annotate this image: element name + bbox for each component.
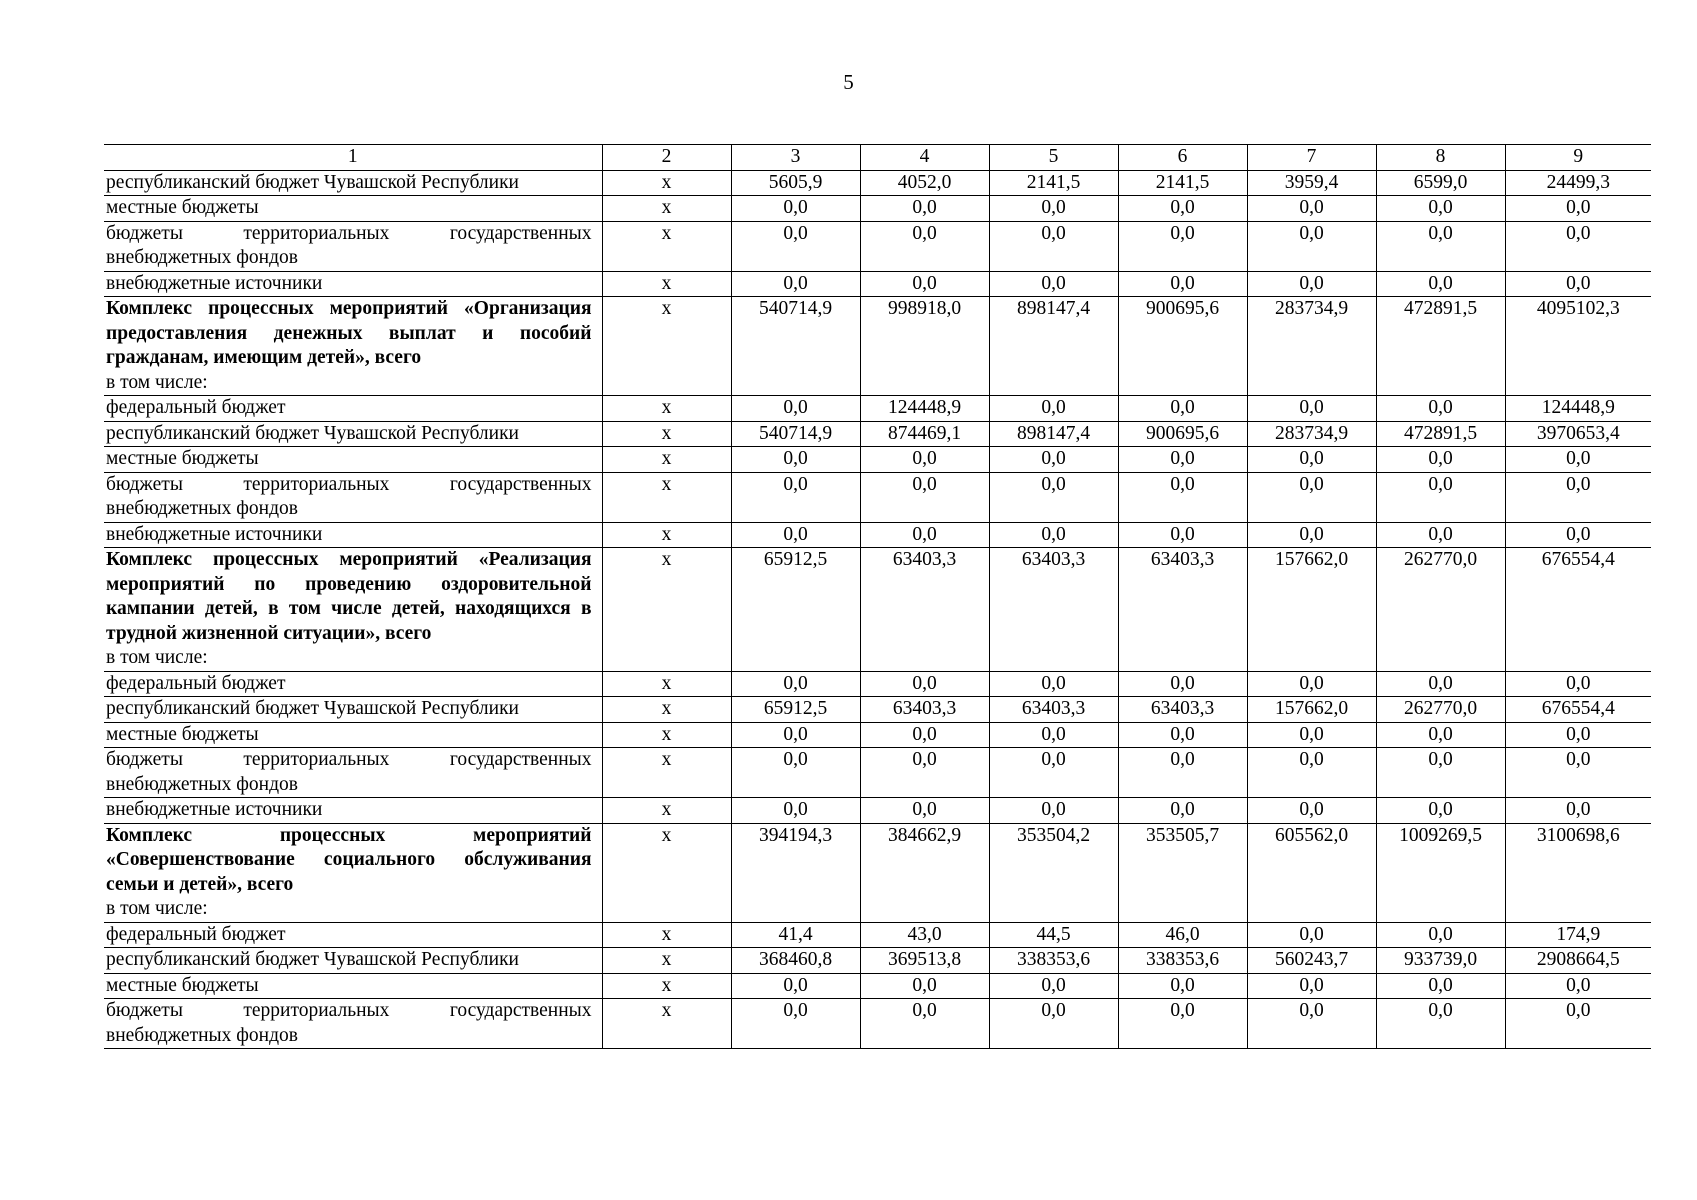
row-code-cell: х	[602, 221, 731, 271]
value-cell: 0,0	[1376, 396, 1505, 422]
value-cell: 63403,3	[989, 697, 1118, 723]
value-cell: 0,0	[1505, 196, 1651, 222]
value-cell: 0,0	[1505, 271, 1651, 297]
row-code-cell: х	[602, 948, 731, 974]
column-header: 5	[989, 145, 1118, 171]
value-cell: 4095102,3	[1505, 297, 1651, 396]
value-cell: 0,0	[989, 671, 1118, 697]
row-code-cell: х	[602, 297, 731, 396]
value-cell: 0,0	[989, 748, 1118, 798]
value-cell: 0,0	[731, 396, 860, 422]
table-body	[104, 145, 1651, 1049]
value-cell: 3959,4	[1247, 170, 1376, 196]
value-cell: 0,0	[1505, 722, 1651, 748]
row-note: в том числе:	[106, 647, 208, 668]
value-cell: 900695,6	[1118, 297, 1247, 396]
value-cell: 0,0	[1247, 396, 1376, 422]
value-cell: 338353,6	[1118, 948, 1247, 974]
value-cell: 283734,9	[1247, 297, 1376, 396]
table-row-section-total	[104, 823, 1651, 922]
value-cell: 2141,5	[1118, 170, 1247, 196]
table-row	[104, 922, 1651, 948]
value-cell: 0,0	[731, 447, 860, 473]
value-cell: 0,0	[989, 196, 1118, 222]
value-cell: 0,0	[1118, 798, 1247, 824]
row-label: Комплекс процессных мероприятий «Организация предоставления денежных выплат и пособий гражданам, имеющим детей», всего	[106, 298, 592, 368]
value-cell: 0,0	[731, 722, 860, 748]
value-cell: 0,0	[989, 798, 1118, 824]
value-cell: 0,0	[1118, 522, 1247, 548]
row-label: местные бюджеты	[106, 448, 259, 469]
value-cell: 0,0	[1376, 447, 1505, 473]
row-label-cell	[104, 697, 602, 723]
value-cell: 0,0	[1505, 973, 1651, 999]
row-code-cell: х	[602, 522, 731, 548]
value-cell: 0,0	[989, 999, 1118, 1049]
value-cell: 283734,9	[1247, 421, 1376, 447]
row-label: внебюджетные источники	[106, 523, 323, 545]
value-cell: 0,0	[1247, 798, 1376, 824]
value-cell: 0,0	[1505, 798, 1651, 824]
table-row	[104, 447, 1651, 473]
value-cell: 0,0	[1247, 922, 1376, 948]
value-cell: 0,0	[731, 221, 860, 271]
row-code-cell: х	[602, 798, 731, 824]
page-number: 5	[843, 70, 854, 94]
column-header: 2	[602, 145, 731, 171]
value-cell: 0,0	[860, 196, 989, 222]
column-header: 9	[1505, 145, 1651, 171]
value-cell: 262770,0	[1376, 548, 1505, 672]
row-label-cell	[104, 948, 602, 974]
value-cell: 0,0	[731, 748, 860, 798]
table-row	[104, 522, 1651, 548]
table-row-section-total	[104, 548, 1651, 672]
value-cell: 384662,9	[860, 823, 989, 922]
value-cell: 1009269,5	[1376, 823, 1505, 922]
value-cell: 998918,0	[860, 297, 989, 396]
value-cell: 540714,9	[731, 421, 860, 447]
value-cell: 0,0	[989, 447, 1118, 473]
value-cell: 540714,9	[731, 297, 860, 396]
value-cell: 0,0	[989, 271, 1118, 297]
value-cell: 3970653,4	[1505, 421, 1651, 447]
value-cell: 0,0	[1376, 999, 1505, 1049]
column-header: 3	[731, 145, 860, 171]
column-header: 1	[104, 145, 602, 171]
row-label-cell	[104, 722, 602, 748]
value-cell: 0,0	[989, 221, 1118, 271]
value-cell: 0,0	[731, 522, 860, 548]
value-cell: 0,0	[860, 999, 989, 1049]
value-cell: 0,0	[1118, 271, 1247, 297]
row-label: бюджеты территориальных государственных внебюджетных фондов	[106, 1000, 592, 1046]
row-label-cell	[104, 396, 602, 422]
value-cell: 0,0	[860, 973, 989, 999]
table-row	[104, 396, 1651, 422]
value-cell: 0,0	[860, 671, 989, 697]
row-label: республиканский бюджет Чувашской Республики	[106, 698, 519, 719]
row-label: федеральный бюджет	[106, 923, 286, 945]
value-cell: 369513,8	[860, 948, 989, 974]
table-row	[104, 697, 1651, 723]
value-cell: 900695,6	[1118, 421, 1247, 447]
value-cell: 0,0	[1118, 671, 1247, 697]
value-cell: 0,0	[1505, 999, 1651, 1049]
value-cell: 0,0	[1118, 973, 1247, 999]
value-cell: 0,0	[989, 472, 1118, 522]
row-label: Комплекс процессных мероприятий «Реализация мероприятий по проведению оздоровительной кампании детей, в том числе детей, находящихся в трудной жизненной ситуации», всего	[106, 549, 592, 644]
value-cell: 124448,9	[1505, 396, 1651, 422]
row-label: внебюджетные источники	[106, 799, 323, 820]
value-cell: 157662,0	[1247, 548, 1376, 672]
value-cell: 0,0	[1118, 196, 1247, 222]
row-code-cell: х	[602, 722, 731, 748]
row-code-cell: х	[602, 396, 731, 422]
row-label: местные бюджеты	[106, 974, 259, 996]
row-label: федеральный бюджет	[106, 672, 286, 694]
value-cell: 4052,0	[860, 170, 989, 196]
value-cell: 0,0	[1505, 447, 1651, 473]
row-code-cell: х	[602, 671, 731, 697]
value-cell: 0,0	[860, 221, 989, 271]
value-cell: 65912,5	[731, 548, 860, 672]
row-label: внебюджетные источники	[106, 272, 323, 294]
table-row	[104, 671, 1651, 697]
value-cell: 0,0	[1247, 748, 1376, 798]
value-cell: 0,0	[1247, 447, 1376, 473]
value-cell: 0,0	[1247, 973, 1376, 999]
row-label: местные бюджеты	[106, 197, 259, 218]
value-cell: 0,0	[731, 472, 860, 522]
table-row	[104, 798, 1651, 824]
value-cell: 0,0	[1118, 722, 1247, 748]
value-cell: 0,0	[1118, 748, 1247, 798]
row-label-cell	[104, 973, 602, 999]
row-label-cell	[104, 798, 602, 824]
value-cell: 63403,3	[1118, 697, 1247, 723]
value-cell: 394194,3	[731, 823, 860, 922]
table-row	[104, 748, 1651, 798]
value-cell: 63403,3	[989, 548, 1118, 672]
table-row-section-total	[104, 297, 1651, 396]
column-header: 4	[860, 145, 989, 171]
value-cell: 63403,3	[1118, 548, 1247, 672]
value-cell: 65912,5	[731, 697, 860, 723]
value-cell: 0,0	[860, 447, 989, 473]
value-cell: 3100698,6	[1505, 823, 1651, 922]
table-row	[104, 221, 1651, 271]
value-cell: 2141,5	[989, 170, 1118, 196]
row-code-cell: х	[602, 447, 731, 473]
table-row	[104, 421, 1651, 447]
value-cell: 41,4	[731, 922, 860, 948]
row-label: местные бюджеты	[106, 723, 259, 745]
table-row	[104, 999, 1651, 1049]
value-cell: 676554,4	[1505, 697, 1651, 723]
value-cell: 0,0	[1376, 221, 1505, 271]
value-cell: 0,0	[1376, 271, 1505, 297]
value-cell: 0,0	[860, 271, 989, 297]
value-cell: 0,0	[1247, 999, 1376, 1049]
value-cell: 0,0	[860, 722, 989, 748]
row-note: в том числе:	[106, 898, 208, 919]
value-cell: 368460,8	[731, 948, 860, 974]
row-label-cell	[104, 472, 602, 522]
row-label: бюджеты территориальных государственных внебюджетных фондов	[106, 222, 592, 268]
row-label: Комплекс процессных мероприятий «Совершенствование социального обслуживания семьи и детей», всего	[106, 824, 592, 895]
row-label-cell	[104, 421, 602, 447]
row-code-cell: х	[602, 748, 731, 798]
row-label-cell	[104, 823, 602, 922]
row-label-cell	[104, 170, 602, 196]
table-row	[104, 973, 1651, 999]
value-cell: 0,0	[1247, 472, 1376, 522]
value-cell: 0,0	[1118, 472, 1247, 522]
row-code-cell: х	[602, 548, 731, 672]
value-cell: 472891,5	[1376, 421, 1505, 447]
value-cell: 0,0	[1505, 671, 1651, 697]
value-cell: 0,0	[1376, 671, 1505, 697]
value-cell: 0,0	[1376, 798, 1505, 824]
value-cell: 44,5	[989, 922, 1118, 948]
value-cell: 63403,3	[860, 697, 989, 723]
table-row	[104, 948, 1651, 974]
table-header-row	[104, 145, 1651, 171]
row-code-cell: х	[602, 697, 731, 723]
row-code-cell: х	[602, 170, 731, 196]
value-cell: 43,0	[860, 922, 989, 948]
value-cell: 157662,0	[1247, 697, 1376, 723]
row-label-cell	[104, 922, 602, 948]
value-cell: 605562,0	[1247, 823, 1376, 922]
value-cell: 0,0	[731, 271, 860, 297]
value-cell: 472891,5	[1376, 297, 1505, 396]
row-code-cell: х	[602, 196, 731, 222]
value-cell: 6599,0	[1376, 170, 1505, 196]
table-row	[104, 271, 1651, 297]
value-cell: 874469,1	[860, 421, 989, 447]
value-cell: 0,0	[860, 472, 989, 522]
value-cell: 0,0	[1505, 221, 1651, 271]
value-cell: 0,0	[731, 999, 860, 1049]
value-cell: 2908664,5	[1505, 948, 1651, 974]
row-code-cell: х	[602, 823, 731, 922]
value-cell: 0,0	[989, 722, 1118, 748]
value-cell: 0,0	[860, 748, 989, 798]
row-label-cell	[104, 748, 602, 798]
row-note: в том числе:	[106, 371, 208, 393]
row-label-cell	[104, 297, 602, 396]
value-cell: 0,0	[731, 973, 860, 999]
value-cell: 0,0	[1376, 522, 1505, 548]
row-code-cell: х	[602, 472, 731, 522]
value-cell: 0,0	[989, 973, 1118, 999]
row-label: республиканский бюджет Чувашской Республики	[106, 171, 519, 193]
value-cell: 174,9	[1505, 922, 1651, 948]
value-cell: 0,0	[860, 798, 989, 824]
value-cell: 0,0	[1247, 722, 1376, 748]
value-cell: 0,0	[1118, 447, 1247, 473]
value-cell: 262770,0	[1376, 697, 1505, 723]
column-header: 7	[1247, 145, 1376, 171]
value-cell: 0,0	[1247, 221, 1376, 271]
value-cell: 0,0	[1376, 748, 1505, 798]
value-cell: 0,0	[1505, 748, 1651, 798]
row-label-cell	[104, 522, 602, 548]
value-cell: 0,0	[860, 522, 989, 548]
value-cell: 46,0	[1118, 922, 1247, 948]
value-cell: 0,0	[1118, 999, 1247, 1049]
row-label-cell	[104, 999, 602, 1049]
value-cell: 353504,2	[989, 823, 1118, 922]
value-cell: 898147,4	[989, 297, 1118, 396]
value-cell: 933739,0	[1376, 948, 1505, 974]
row-label-cell	[104, 447, 602, 473]
value-cell: 0,0	[989, 522, 1118, 548]
row-label: бюджеты территориальных государственных внебюджетных фондов	[106, 473, 592, 519]
value-cell: 0,0	[1247, 271, 1376, 297]
value-cell: 0,0	[1505, 522, 1651, 548]
value-cell: 0,0	[731, 671, 860, 697]
value-cell: 0,0	[1376, 472, 1505, 522]
value-cell: 353505,7	[1118, 823, 1247, 922]
value-cell: 0,0	[1247, 196, 1376, 222]
table-row	[104, 170, 1651, 196]
value-cell: 124448,9	[860, 396, 989, 422]
row-code-cell: х	[602, 922, 731, 948]
value-cell: 0,0	[1376, 722, 1505, 748]
value-cell: 0,0	[1118, 221, 1247, 271]
value-cell: 0,0	[1247, 671, 1376, 697]
row-label-cell	[104, 221, 602, 271]
row-code-cell: х	[602, 973, 731, 999]
value-cell: 0,0	[1118, 396, 1247, 422]
value-cell: 338353,6	[989, 948, 1118, 974]
column-header: 6	[1118, 145, 1247, 171]
budget-table	[104, 144, 1651, 1049]
row-code-cell: х	[602, 271, 731, 297]
row-label-cell	[104, 196, 602, 222]
value-cell: 0,0	[731, 196, 860, 222]
row-label: республиканский бюджет Чувашской Республики	[106, 422, 519, 444]
table-row	[104, 472, 1651, 522]
value-cell: 63403,3	[860, 548, 989, 672]
row-label-cell	[104, 671, 602, 697]
value-cell: 0,0	[1376, 922, 1505, 948]
row-label-cell	[104, 548, 602, 672]
row-label: бюджеты территориальных государственных внебюджетных фондов	[106, 749, 592, 795]
value-cell: 0,0	[1376, 196, 1505, 222]
value-cell: 0,0	[1376, 973, 1505, 999]
value-cell: 676554,4	[1505, 548, 1651, 672]
column-header: 8	[1376, 145, 1505, 171]
row-code-cell: х	[602, 999, 731, 1049]
value-cell: 5605,9	[731, 170, 860, 196]
row-label-cell	[104, 271, 602, 297]
value-cell: 0,0	[989, 396, 1118, 422]
table-row	[104, 196, 1651, 222]
value-cell: 0,0	[731, 798, 860, 824]
table-row	[104, 722, 1651, 748]
value-cell: 898147,4	[989, 421, 1118, 447]
row-code-cell: х	[602, 421, 731, 447]
value-cell: 0,0	[1247, 522, 1376, 548]
value-cell: 0,0	[1505, 472, 1651, 522]
row-label: республиканский бюджет Чувашской Республики	[106, 949, 519, 970]
row-label: федеральный бюджет	[106, 397, 286, 418]
value-cell: 24499,3	[1505, 170, 1651, 196]
value-cell: 560243,7	[1247, 948, 1376, 974]
